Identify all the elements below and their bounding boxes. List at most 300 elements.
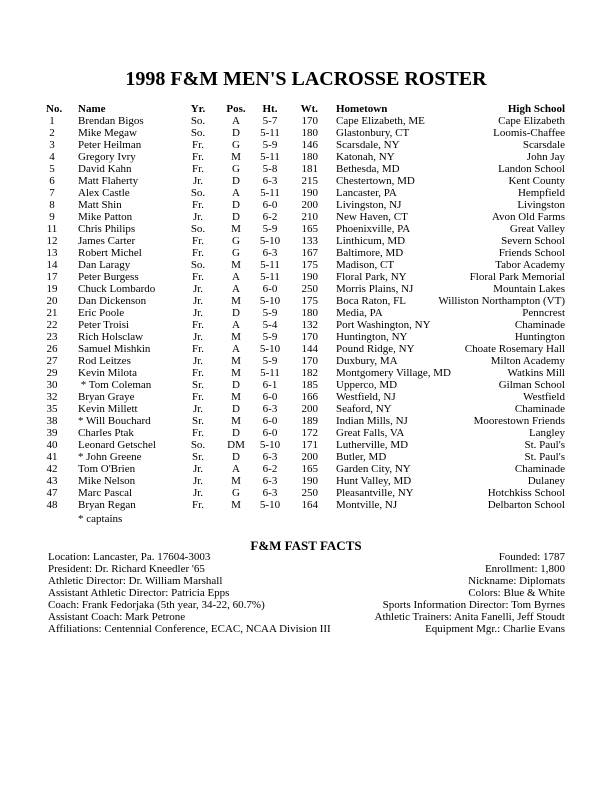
cell-hometown: Boca Raton, FL: [336, 295, 406, 307]
cell-hometown: Garden City, NY: [336, 463, 411, 475]
cell-hometown: Great Falls, VA: [336, 427, 405, 439]
cell-number: 20: [46, 295, 58, 307]
cell-hometown: Phoenixville, PA: [336, 223, 411, 235]
cell-weight: 210: [301, 211, 318, 223]
table-row: [0, 223, 612, 235]
cell-name: Eric Poole: [78, 307, 125, 319]
table-row: [0, 439, 612, 451]
cell-hometown: Morris Plains, NJ: [336, 283, 414, 295]
cell-number: 12: [46, 235, 58, 247]
cell-position: D: [232, 379, 240, 391]
cell-high-school: Great Valley: [509, 223, 565, 235]
cell-hometown: Montville, NJ: [336, 499, 398, 511]
header-high-school: High School: [507, 103, 565, 115]
cell-number: 4: [49, 151, 55, 163]
cell-name: Mike Megaw: [78, 127, 137, 139]
cell-name: * John Greene: [78, 451, 142, 463]
cell-high-school: Watkins Mill: [507, 367, 565, 379]
cell-position: D: [232, 127, 240, 139]
cell-year: Jr.: [192, 307, 204, 319]
cell-hometown: Glastonbury, CT: [336, 127, 410, 139]
cell-number: 21: [46, 307, 58, 319]
cell-weight: 175: [301, 295, 318, 307]
cell-name: Mike Patton: [78, 211, 133, 223]
cell-weight: 185: [301, 379, 318, 391]
cell-weight: 250: [301, 283, 318, 295]
cell-high-school: Severn School: [501, 235, 565, 247]
cell-hometown: Port Washington, NY: [336, 319, 431, 331]
cell-weight: 190: [301, 271, 318, 283]
cell-height: 6-3: [262, 247, 278, 259]
cell-position: M: [231, 355, 241, 367]
fast-fact-right: Sports Information Director: Tom Byrnes: [382, 599, 565, 611]
cell-hometown: Westfield, NJ: [336, 391, 396, 403]
cell-hometown: Linthicum, MD: [336, 235, 406, 247]
cell-height: 5-10: [259, 343, 281, 355]
cell-position: A: [232, 187, 240, 199]
header-name: Name: [78, 103, 106, 115]
cell-height: 5-10: [259, 439, 281, 451]
fast-fact-line: [48, 623, 565, 635]
cell-hometown: Media, PA: [336, 307, 383, 319]
cell-number: 27: [46, 355, 58, 367]
cell-year: Sr.: [192, 379, 204, 391]
cell-high-school: Dulaney: [527, 475, 565, 487]
cell-number: 29: [46, 367, 58, 379]
cell-year: Jr.: [192, 331, 204, 343]
cell-weight: 170: [301, 331, 318, 343]
cell-year: Fr.: [192, 199, 204, 211]
page-title: 1998 F&M MEN'S LACROSSE ROSTER: [125, 68, 487, 90]
cell-name: * Will Bouchard: [78, 415, 151, 427]
fast-fact-left: Assistant Coach: Mark Petrone: [48, 611, 186, 623]
cell-year: Jr.: [192, 295, 204, 307]
table-row: [0, 367, 612, 379]
cell-hometown: Livingston, NJ: [336, 199, 402, 211]
cell-position: A: [232, 271, 240, 283]
cell-name: * Tom Coleman: [78, 379, 152, 391]
cell-hometown: Baltimore, MD: [336, 247, 404, 259]
fast-fact-right: Colors: Blue & White: [468, 587, 565, 599]
table-row: [0, 211, 612, 223]
cell-name: Dan Laragy: [78, 259, 131, 271]
cell-name: Marc Pascal: [78, 487, 133, 499]
cell-hometown: Bethesda, MD: [336, 163, 400, 175]
cell-high-school: St. Paul's: [524, 451, 565, 463]
cell-height: 6-0: [262, 415, 278, 427]
cell-year: So.: [190, 223, 206, 235]
table-row: [0, 163, 612, 175]
cell-position: G: [232, 247, 240, 259]
cell-number: 2: [49, 127, 55, 139]
cell-high-school: Mountain Lakes: [493, 283, 565, 295]
cell-number: 47: [46, 487, 58, 499]
cell-weight: 180: [301, 307, 318, 319]
fast-facts-title: F&M FAST FACTS: [250, 538, 362, 553]
cell-height: 6-2: [262, 463, 278, 475]
cell-number: 6: [49, 175, 55, 187]
cell-hometown: Madison, CT: [336, 259, 395, 271]
cell-name: Rich Holsclaw: [78, 331, 144, 343]
table-row: [0, 175, 612, 187]
fast-fact-right: Equipment Mgr.: Charlie Evans: [425, 623, 565, 635]
cell-high-school: Landon School: [498, 163, 565, 175]
fast-fact-left: President: Dr. Richard Kneedler '65: [48, 563, 205, 575]
cell-weight: 171: [301, 439, 318, 451]
table-row: [0, 307, 612, 319]
cell-number: 40: [46, 439, 58, 451]
cell-year: Fr.: [192, 499, 204, 511]
cell-height: 6-3: [262, 175, 278, 187]
fast-fact-line: [48, 587, 565, 599]
table-row: [0, 403, 612, 415]
table-row: [0, 187, 612, 199]
cell-high-school: Moorestown Friends: [473, 415, 565, 427]
cell-position: M: [231, 295, 241, 307]
cell-high-school: John Jay: [526, 151, 565, 163]
cell-weight: 182: [301, 367, 318, 379]
cell-high-school: Loomis-Chaffee: [493, 127, 565, 139]
cell-name: Leonard Getschel: [78, 439, 156, 451]
cell-year: Jr.: [192, 175, 204, 187]
cell-position: G: [232, 235, 240, 247]
cell-position: M: [231, 499, 241, 511]
cell-name: Chuck Lombardo: [78, 283, 156, 295]
cell-number: 30: [46, 379, 58, 391]
header-ht: Ht.: [262, 103, 278, 115]
table-row: [0, 331, 612, 343]
cell-number: 48: [46, 499, 58, 511]
table-row: [0, 379, 612, 391]
cell-number: 9: [49, 211, 55, 223]
cell-height: 5-9: [262, 331, 278, 343]
cell-year: Fr.: [192, 367, 204, 379]
cell-hometown: Lancaster, PA: [336, 187, 397, 199]
fast-fact-line: [48, 563, 565, 575]
cell-weight: 180: [301, 127, 318, 139]
cell-number: 7: [49, 187, 55, 199]
cell-weight: 166: [301, 391, 318, 403]
cell-number: 22: [46, 319, 58, 331]
cell-high-school: St. Paul's: [524, 439, 565, 451]
fast-fact-left: Coach: Frank Fedorjaka (5th year, 34-22, 60.7%): [48, 599, 265, 611]
table-row: [0, 487, 612, 499]
cell-number: 11: [46, 223, 58, 235]
cell-hometown: Upperco, MD: [336, 379, 398, 391]
cell-weight: 146: [301, 139, 318, 151]
cell-weight: 170: [301, 355, 318, 367]
cell-position: M: [231, 415, 241, 427]
cell-number: 42: [46, 463, 58, 475]
cell-height: 5-10: [259, 295, 281, 307]
cell-high-school: Kent County: [508, 175, 565, 187]
cell-position: M: [231, 151, 241, 163]
cell-height: 6-0: [262, 199, 278, 211]
fast-fact-right: Athletic Trainers: Anita Fanelli, Jeff Stoudt: [374, 611, 565, 623]
cell-name: Kevin Millett: [78, 403, 138, 415]
cell-height: 6-3: [262, 403, 278, 415]
captains-note: * captains: [78, 513, 123, 525]
cell-position: M: [231, 367, 241, 379]
cell-weight: 200: [301, 403, 318, 415]
table-row: [0, 499, 612, 511]
cell-weight: 164: [301, 499, 318, 511]
cell-hometown: Huntington, NY: [336, 331, 408, 343]
cell-height: 5-11: [260, 367, 280, 379]
cell-weight: 172: [301, 427, 318, 439]
cell-number: 1: [49, 115, 55, 127]
cell-year: Fr.: [192, 163, 204, 175]
cell-name: Matt Flaherty: [78, 175, 139, 187]
cell-high-school: Friends School: [498, 247, 565, 259]
cell-high-school: Penncrest: [522, 307, 565, 319]
cell-height: 6-0: [262, 391, 278, 403]
cell-high-school: Cape Elizabeth: [498, 115, 565, 127]
table-row: [0, 343, 612, 355]
table-row: [0, 259, 612, 271]
cell-year: Fr.: [192, 271, 204, 283]
table-row: [0, 475, 612, 487]
cell-year: Fr.: [192, 319, 204, 331]
cell-height: 5-8: [262, 163, 278, 175]
cell-high-school: Hotchkiss School: [487, 487, 565, 499]
cell-weight: 200: [301, 451, 318, 463]
fast-fact-line: [48, 599, 565, 611]
cell-height: 5-11: [260, 127, 280, 139]
cell-high-school: Langley: [528, 427, 565, 439]
cell-weight: 200: [301, 199, 318, 211]
cell-year: Sr.: [192, 415, 204, 427]
cell-year: Sr.: [192, 451, 204, 463]
cell-name: Samuel Mishkin: [78, 343, 151, 355]
cell-position: D: [232, 451, 240, 463]
cell-year: So.: [190, 439, 206, 451]
cell-position: D: [232, 175, 240, 187]
table-row: [0, 127, 612, 139]
table-row: [0, 115, 612, 127]
header-no: No.: [46, 103, 63, 115]
cell-high-school: Tabor Academy: [495, 259, 565, 271]
cell-number: 43: [46, 475, 58, 487]
cell-position: A: [232, 343, 240, 355]
cell-position: G: [232, 487, 240, 499]
cell-year: Fr.: [192, 427, 204, 439]
cell-year: Fr.: [192, 235, 204, 247]
cell-number: 17: [46, 271, 58, 283]
cell-year: Jr.: [192, 211, 204, 223]
cell-hometown: Katonah, NY: [336, 151, 395, 163]
cell-height: 5-11: [260, 259, 280, 271]
cell-position: D: [232, 307, 240, 319]
cell-weight: 175: [301, 259, 318, 271]
cell-hometown: Montgomery Village, MD: [336, 367, 451, 379]
cell-high-school: Choate Rosemary Hall: [464, 343, 565, 355]
cell-name: Robert Michel: [78, 247, 142, 259]
cell-position: G: [232, 163, 240, 175]
table-row: [0, 427, 612, 439]
cell-number: 19: [46, 283, 58, 295]
cell-year: Jr.: [192, 403, 204, 415]
cell-weight: 165: [301, 463, 318, 475]
cell-year: So.: [190, 187, 206, 199]
cell-high-school: Chaminade: [514, 463, 565, 475]
cell-hometown: Scarsdale, NY: [336, 139, 400, 151]
cell-name: Gregory Ivry: [78, 151, 136, 163]
cell-number: 5: [49, 163, 55, 175]
table-row: [0, 295, 612, 307]
cell-name: Bryan Graye: [78, 391, 135, 403]
cell-number: 38: [46, 415, 58, 427]
cell-year: Jr.: [192, 283, 204, 295]
table-row: [0, 463, 612, 475]
fast-fact-line: [48, 575, 565, 587]
cell-name: Rod Leitzes: [78, 355, 131, 367]
cell-year: Fr.: [192, 247, 204, 259]
cell-weight: 180: [301, 151, 318, 163]
cell-weight: 181: [301, 163, 318, 175]
cell-height: 5-9: [262, 355, 278, 367]
cell-hometown: Pleasantville, NY: [336, 487, 414, 499]
cell-number: 8: [49, 199, 55, 211]
cell-height: 5-10: [259, 235, 281, 247]
roster-header: [0, 103, 612, 115]
cell-height: 6-3: [262, 451, 278, 463]
cell-high-school: Milton Academy: [490, 355, 565, 367]
cell-year: Fr.: [192, 391, 204, 403]
cell-height: 5-9: [262, 307, 278, 319]
cell-number: 32: [46, 391, 58, 403]
cell-hometown: Duxbury, MA: [336, 355, 398, 367]
cell-height: 6-1: [262, 379, 278, 391]
cell-position: M: [231, 223, 241, 235]
fast-fact-left: Assistant Athletic Director: Patricia Epps: [48, 587, 230, 599]
table-row: [0, 451, 612, 463]
cell-weight: 170: [301, 115, 318, 127]
cell-position: D: [232, 211, 240, 223]
cell-position: G: [232, 139, 240, 151]
table-row: [0, 235, 612, 247]
cell-hometown: Seaford, NY: [336, 403, 392, 415]
fast-fact-line: [48, 611, 565, 623]
table-row: [0, 199, 612, 211]
cell-name: Kevin Milota: [78, 367, 137, 379]
cell-hometown: Lutherville, MD: [336, 439, 409, 451]
cell-high-school: Livingston: [517, 199, 565, 211]
cell-year: So.: [190, 115, 206, 127]
cell-hometown: New Haven, CT: [336, 211, 408, 223]
cell-high-school: Floral Park Memorial: [469, 271, 565, 283]
cell-weight: 215: [301, 175, 318, 187]
cell-weight: 190: [301, 475, 318, 487]
cell-year: Jr.: [192, 355, 204, 367]
cell-year: Jr.: [192, 463, 204, 475]
cell-position: A: [232, 283, 240, 295]
cell-name: Dan Dickenson: [78, 295, 147, 307]
cell-number: 23: [46, 331, 58, 343]
cell-hometown: Indian Mills, NJ: [336, 415, 408, 427]
cell-weight: 189: [301, 415, 318, 427]
cell-position: A: [232, 463, 240, 475]
cell-weight: 190: [301, 187, 318, 199]
cell-weight: 144: [301, 343, 318, 355]
cell-year: Jr.: [192, 475, 204, 487]
cell-high-school: Scarsdale: [522, 139, 565, 151]
table-row: [0, 139, 612, 151]
cell-height: 5-7: [262, 115, 278, 127]
cell-name: Peter Heilman: [78, 139, 142, 151]
cell-weight: 250: [301, 487, 318, 499]
cell-name: Peter Troisi: [78, 319, 130, 331]
header-pos: Pos.: [226, 103, 246, 115]
cell-height: 5-11: [260, 187, 280, 199]
cell-name: Tom O'Brien: [78, 463, 136, 475]
cell-number: 14: [46, 259, 58, 271]
cell-high-school: Gilman School: [498, 379, 565, 391]
cell-hometown: Chestertown, MD: [336, 175, 415, 187]
fast-fact-left: Location: Lancaster, Pa. 17604-3003: [48, 551, 211, 563]
cell-name: Charles Ptak: [78, 427, 134, 439]
cell-weight: 132: [301, 319, 318, 331]
cell-name: James Carter: [78, 235, 136, 247]
cell-high-school: Avon Old Farms: [491, 211, 565, 223]
cell-position: M: [231, 259, 241, 271]
table-row: [0, 319, 612, 331]
cell-year: Fr.: [192, 151, 204, 163]
cell-hometown: Cape Elizabeth, ME: [336, 115, 425, 127]
table-row: [0, 283, 612, 295]
cell-position: A: [232, 319, 240, 331]
cell-name: Peter Burgess: [78, 271, 139, 283]
table-row: [0, 415, 612, 427]
fast-fact-line: [48, 551, 565, 563]
cell-number: 39: [46, 427, 58, 439]
cell-weight: 167: [301, 247, 318, 259]
cell-year: So.: [190, 127, 206, 139]
cell-number: 26: [46, 343, 58, 355]
cell-year: Jr.: [192, 487, 204, 499]
cell-year: Fr.: [192, 343, 204, 355]
header-wt: Wt.: [300, 103, 318, 115]
cell-hometown: Pound Ridge, NY: [336, 343, 415, 355]
cell-year: Fr.: [192, 139, 204, 151]
cell-high-school: Westfield: [523, 391, 565, 403]
cell-position: M: [231, 331, 241, 343]
cell-height: 5-11: [260, 271, 280, 283]
cell-position: D: [232, 199, 240, 211]
cell-name: Chris Philips: [78, 223, 136, 235]
cell-position: A: [232, 115, 240, 127]
cell-height: 6-0: [262, 283, 278, 295]
cell-name: Brendan Bigos: [78, 115, 144, 127]
cell-number: 41: [46, 451, 58, 463]
cell-height: 6-3: [262, 475, 278, 487]
table-row: [0, 355, 612, 367]
cell-position: D: [232, 427, 240, 439]
cell-name: Alex Castle: [78, 187, 130, 199]
cell-high-school: Delbarton School: [487, 499, 565, 511]
cell-number: 3: [49, 139, 55, 151]
cell-height: 6-2: [262, 211, 278, 223]
fast-fact-right: Enrollment: 1,800: [484, 563, 565, 575]
cell-high-school: Chaminade: [514, 319, 565, 331]
table-row: [0, 391, 612, 403]
header-hometown: Hometown: [336, 103, 388, 115]
cell-high-school: Hempfield: [517, 187, 565, 199]
cell-year: So.: [190, 259, 206, 271]
cell-number: 35: [46, 403, 58, 415]
fast-fact-right: Nickname: Diplomats: [468, 575, 565, 587]
cell-height: 6-0: [262, 427, 278, 439]
